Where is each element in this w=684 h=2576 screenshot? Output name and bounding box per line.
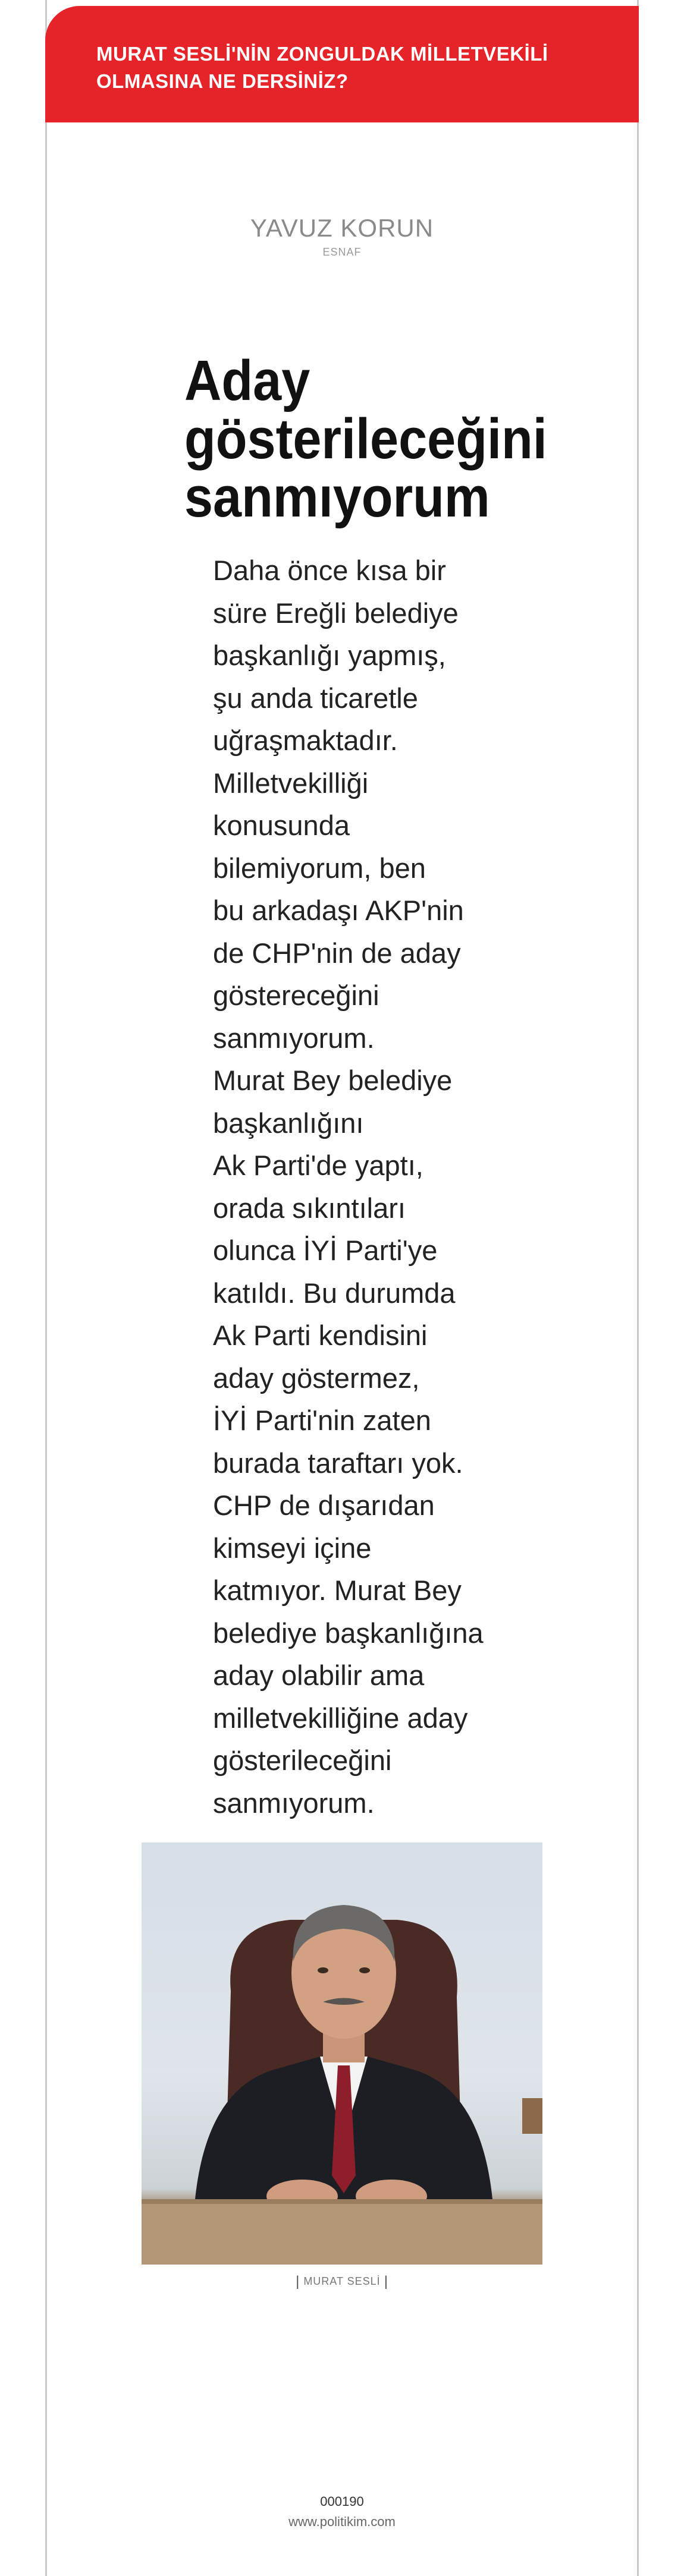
portrait-photo (142, 1843, 542, 2265)
body-line: başkanlığını (213, 1107, 364, 1139)
portrait-illustration (142, 1843, 542, 2265)
article-body (213, 549, 487, 1824)
body-line: sanmıyorum. (213, 1787, 375, 1819)
question-banner (45, 6, 639, 122)
body-line: süre Ereğli belediye (213, 597, 459, 629)
footer-url[interactable]: www.politikim.com (288, 2514, 396, 2529)
body-line: belediye başkanlığına (213, 1617, 484, 1649)
banner-question: MURAT SESLİ'NİN ZONGULDAK MİLLETVEKİLİ OLMASINA NE DERSİNİZ? (96, 43, 548, 92)
body-line: de CHP'nin de aday (213, 937, 461, 969)
body-line: katmıyor. Murat Bey (213, 1574, 462, 1606)
body-line: milletvekilliğine aday (213, 1702, 468, 1734)
body-line: sanmıyorum. (213, 1022, 375, 1054)
body-line: göstereceğini (213, 980, 379, 1011)
body-line: bu arkadaşı AKP'nin (213, 895, 464, 926)
headline-line: sanmıyorum (184, 465, 490, 529)
caption-text: MURAT SESLİ (303, 2275, 381, 2287)
author-block (0, 214, 684, 259)
body-line: olunca İYİ Parti'ye (213, 1235, 438, 1266)
body-line: uğraşmaktadır. (213, 725, 398, 756)
body-line: Murat Bey belediye (213, 1065, 453, 1096)
headline (184, 349, 559, 529)
caption-divider: | (384, 2273, 388, 2290)
footer-number: 000190 (320, 2494, 364, 2509)
body-line: gösterileceğini (213, 1744, 392, 1776)
body-line: katıldı. Bu durumda (213, 1277, 456, 1309)
body-line: şu anda ticaretle (213, 682, 418, 714)
headline-line: Aday (184, 349, 310, 412)
author-name: YAVUZ KORUN (250, 214, 434, 242)
body-line: kimseyi içine (213, 1532, 372, 1564)
body-line: aday olabilir ama (213, 1659, 425, 1691)
body-line: Ak Parti kendisini (213, 1320, 428, 1351)
body-line: aday göstermez, (213, 1362, 420, 1394)
body-line: orada sıkıntıları (213, 1192, 406, 1224)
body-line: Ak Parti'de yaptı, (213, 1150, 423, 1181)
body-line: konusunda (213, 810, 350, 841)
body-line: bilemiyorum, ben (213, 852, 426, 884)
body-line: başkanlığı yapmış, (213, 640, 446, 671)
caption-divider: | (296, 2273, 300, 2290)
body-line: Daha önce kısa bir (213, 555, 446, 586)
photo-caption (0, 2273, 684, 2290)
body-line: Milletvekilliği (213, 767, 369, 799)
headline-line: gösterileceğini (184, 407, 547, 471)
body-line: burada taraftarı yok. (213, 1447, 463, 1479)
body-line: İYİ Parti'nin zaten (213, 1404, 431, 1436)
author-role: ESNAF (322, 246, 362, 258)
body-line: CHP de dışarıdan (213, 1489, 435, 1521)
